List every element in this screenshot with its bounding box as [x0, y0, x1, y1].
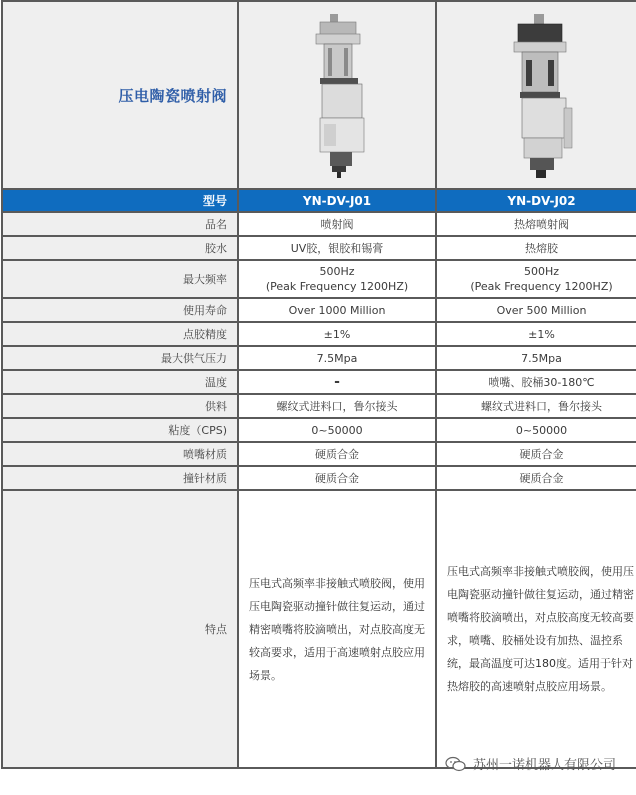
row-value-2: 硬质合金	[436, 466, 636, 490]
spec-row-temperature	[2, 370, 636, 394]
row-value-2	[436, 260, 636, 298]
watermark	[445, 754, 616, 773]
row-value-2: 7.5Mpa	[436, 346, 636, 370]
watermark-text: 苏州一诺机器人有限公司	[472, 758, 616, 773]
row-label: 最大供气压力	[2, 346, 238, 370]
frequency-value: 500Hz	[319, 265, 355, 278]
model-2: YN-DV-J02	[436, 189, 636, 212]
row-label: 点胶精度	[2, 322, 238, 346]
row-value-2: 硬质合金	[436, 442, 636, 466]
product-name-cell	[2, 1, 238, 189]
spec-row-pressure	[2, 346, 636, 370]
peak-frequency-value: (Peak Frequency 1200HZ)	[470, 280, 613, 293]
row-label: 粘度（CPS)	[2, 418, 238, 442]
model-row	[2, 189, 636, 212]
spec-row-frequency	[2, 260, 636, 298]
row-value-2: Over 500 Million	[436, 298, 636, 322]
row-value-1: 硬质合金	[238, 442, 436, 466]
product-header-row	[2, 1, 636, 189]
product-image-cell-2	[436, 1, 636, 189]
features-value-2	[436, 490, 636, 768]
row-value-2: 0~50000	[436, 418, 636, 442]
features-label: 特点	[2, 490, 238, 768]
row-value-2: 喷嘴、胶桶30-180℃	[436, 370, 636, 394]
hot-melt-valve-image-2	[502, 12, 582, 180]
row-value-1: 螺纹式进料口，鲁尔接头	[238, 394, 436, 418]
model-1: YN-DV-J01	[238, 189, 436, 212]
row-value-2: ±1%	[436, 322, 636, 346]
row-value-1: 7.5Mpa	[238, 346, 436, 370]
row-label: 供料	[2, 394, 238, 418]
row-value-2: 螺纹式进料口，鲁尔接头	[436, 394, 636, 418]
row-label: 胶水	[2, 236, 238, 260]
spec-row-name	[2, 212, 636, 236]
row-value-1: 硬质合金	[238, 466, 436, 490]
jet-valve-image-1	[302, 12, 372, 180]
row-value-1	[238, 260, 436, 298]
row-value-1: ±1%	[238, 322, 436, 346]
wechat-icon	[445, 756, 467, 772]
spec-row-nozzle-material	[2, 442, 636, 466]
features-text-2: 压电式高频率非接触式喷胶阀，使用压电陶瓷驱动撞针做往复运动，通过精密喷嘴将胶滴喷出，对点胶高度无较高要求，喷嘴、胶桶处设有加热、温控系统，最高温度可达180度。适用于针对热熔胶的高速喷射点胶应用场景。	[447, 565, 634, 693]
model-label: 型号	[2, 189, 238, 212]
row-label: 品名	[2, 212, 238, 236]
spec-row-needle-material	[2, 466, 636, 490]
row-value-2: 热熔胶	[436, 236, 636, 260]
peak-frequency-value: (Peak Frequency 1200HZ)	[265, 280, 409, 293]
features-text-1: 压电式高频率非接触式喷胶阀，使用压电陶瓷驱动撞针做往复运动，通过精密喷嘴将胶滴喷出，对点胶高度无较高要求，适用于高速喷射点胶应用场景。	[249, 576, 425, 682]
product-name: 压电陶瓷喷射阀	[118, 86, 227, 105]
row-value-1: 喷射阀	[238, 212, 436, 236]
row-label: 温度	[2, 370, 238, 394]
spec-row-feed	[2, 394, 636, 418]
features-value-1	[238, 490, 436, 768]
row-value-2: 热熔喷射阀	[436, 212, 636, 236]
spec-row-viscosity	[2, 418, 636, 442]
row-label: 喷嘴材质	[2, 442, 238, 466]
spec-row-accuracy	[2, 322, 636, 346]
row-value-1: Over 1000 Million	[238, 298, 436, 322]
row-value-1: 0~50000	[238, 418, 436, 442]
row-label: 使用寿命	[2, 298, 238, 322]
product-image-cell-1	[238, 1, 436, 189]
spec-table	[1, 0, 636, 769]
row-value-1: -	[238, 370, 436, 394]
spec-row-features	[2, 490, 636, 768]
spec-row-glue	[2, 236, 636, 260]
row-label: 撞针材质	[2, 466, 238, 490]
row-label: 最大频率	[2, 260, 238, 298]
spec-row-lifetime	[2, 298, 636, 322]
row-value-1: UV胶，银胶和锡膏	[238, 236, 436, 260]
frequency-value: 500Hz	[523, 265, 560, 278]
